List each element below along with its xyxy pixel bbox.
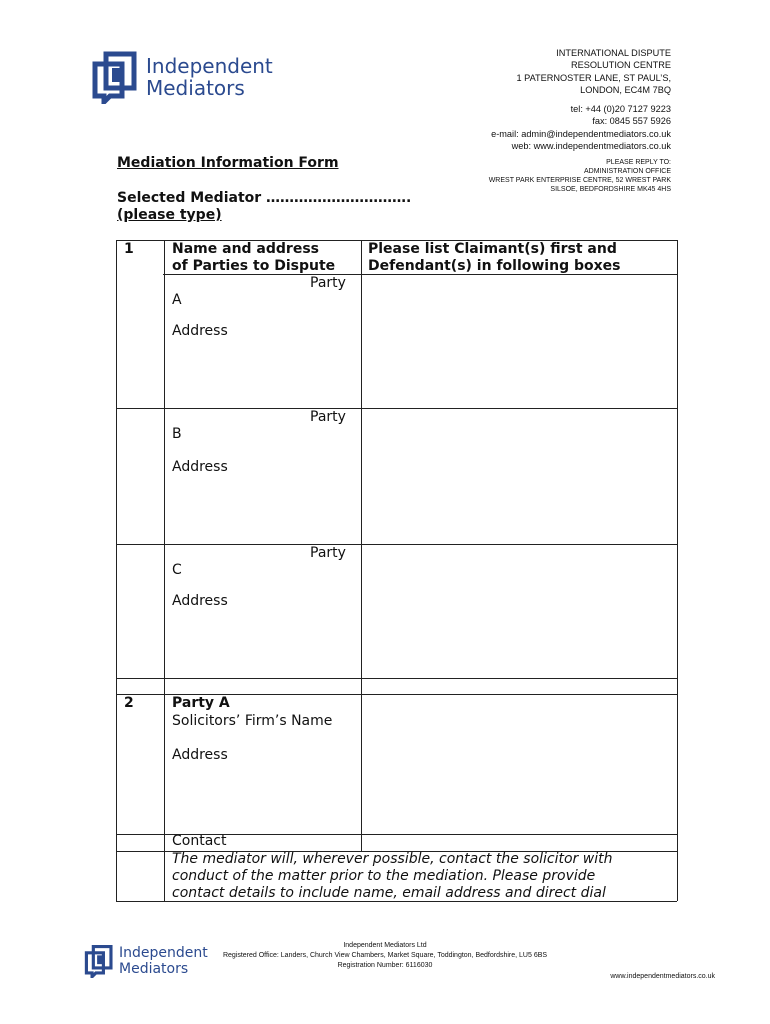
footer-company-info — [205, 941, 565, 971]
table-border-right — [677, 240, 678, 901]
note-line: conduct of the matter prior to the mediation. Please provide — [172, 868, 596, 884]
party-label: Party — [310, 275, 346, 291]
logo-line-2: Mediators — [146, 76, 245, 100]
logo-wordmark — [119, 946, 208, 976]
party-label: Party — [310, 545, 346, 561]
column-header-instructions: Please list Claimant(s) first and — [368, 241, 617, 257]
row-divider — [116, 678, 677, 679]
party-label: Party — [310, 409, 346, 425]
column-header-instructions-line2: Defendant(s) in following boxes — [368, 258, 621, 274]
form-title: Mediation Information Form — [117, 155, 339, 171]
logo-line-1: Independent — [146, 54, 273, 78]
address-line: LONDON, EC4M 7BQ — [580, 84, 671, 95]
address-label: Address — [172, 747, 228, 763]
row-number: 2 — [124, 695, 134, 711]
contact-field[interactable] — [362, 835, 676, 851]
company-logo — [92, 50, 273, 104]
office-address — [516, 47, 671, 96]
solicitor-details-field[interactable] — [362, 695, 676, 834]
selected-mediator-field[interactable]: Selected Mediator …………………………. — [117, 190, 412, 206]
column-header-parties: Name and address — [172, 241, 319, 257]
reply-line: SILSOE, BEDFORDSHIRE MK45 4HS — [550, 186, 671, 193]
note-line: The mediator will, wherever possible, contact the solicitor with — [172, 851, 613, 867]
reply-line: PLEASE REPLY TO: — [606, 159, 671, 166]
party-a-details-field[interactable] — [362, 275, 676, 408]
party-letter: B — [172, 426, 182, 442]
contact-details — [491, 103, 671, 152]
please-type-note: (please type) — [117, 207, 222, 223]
address-label: Address — [172, 459, 228, 475]
reply-address — [489, 158, 671, 194]
row-number: 1 — [124, 241, 134, 257]
section-title: Party A — [172, 695, 230, 711]
address-label: Address — [172, 593, 228, 609]
email-line: e-mail: admin@independentmediators.co.uk — [491, 128, 671, 139]
registered-office: Registered Office: Landers, Church View Chambers, Market Square, Toddington, Bedfordshire, LU5 6BS — [222, 952, 548, 959]
note-line: contact details to include name, email address and direct dial — [172, 885, 606, 901]
reply-line: WREST PARK ENTERPRISE CENTRE, 52 WREST PARK — [488, 177, 671, 184]
column-header-parties-line2: of Parties to Dispute — [172, 258, 336, 274]
solicitors-firm-label: Solicitors’ Firm’s Name — [172, 713, 333, 729]
logo-mark-icon — [92, 50, 138, 104]
fax-line: fax: 0845 557 5926 — [592, 116, 671, 127]
logo-line-2: Mediators — [119, 961, 189, 977]
contact-label: Contact — [172, 833, 227, 849]
column-divider — [164, 240, 165, 901]
party-c-details-field[interactable] — [362, 545, 676, 678]
parties-table — [116, 240, 677, 902]
company-name: Independent Mediators Ltd — [343, 942, 427, 949]
address-line: RESOLUTION CENTRE — [570, 60, 671, 71]
logo-mark-icon — [84, 944, 114, 978]
address-line: INTERNATIONAL DISPUTE — [556, 48, 671, 58]
footer-logo — [84, 944, 208, 978]
phone-line: tel: +44 (0)20 7127 9223 — [570, 104, 671, 114]
reply-line: ADMINISTRATION OFFICE — [584, 168, 671, 175]
table-border-left — [116, 240, 117, 901]
address-label: Address — [172, 323, 228, 339]
party-letter: A — [172, 292, 182, 308]
logo-line-1: Independent — [119, 945, 208, 961]
address-line: 1 PATERNOSTER LANE, ST PAUL’S, — [516, 72, 671, 83]
party-b-details-field[interactable] — [362, 409, 676, 544]
party-letter: C — [172, 562, 182, 578]
footer-website[interactable]: www.independentmediators.co.uk — [610, 973, 715, 980]
web-line: web: www.independentmediators.co.uk — [511, 140, 671, 151]
registration-number: Registration Number: 6116030 — [337, 962, 433, 969]
logo-wordmark — [146, 56, 273, 98]
